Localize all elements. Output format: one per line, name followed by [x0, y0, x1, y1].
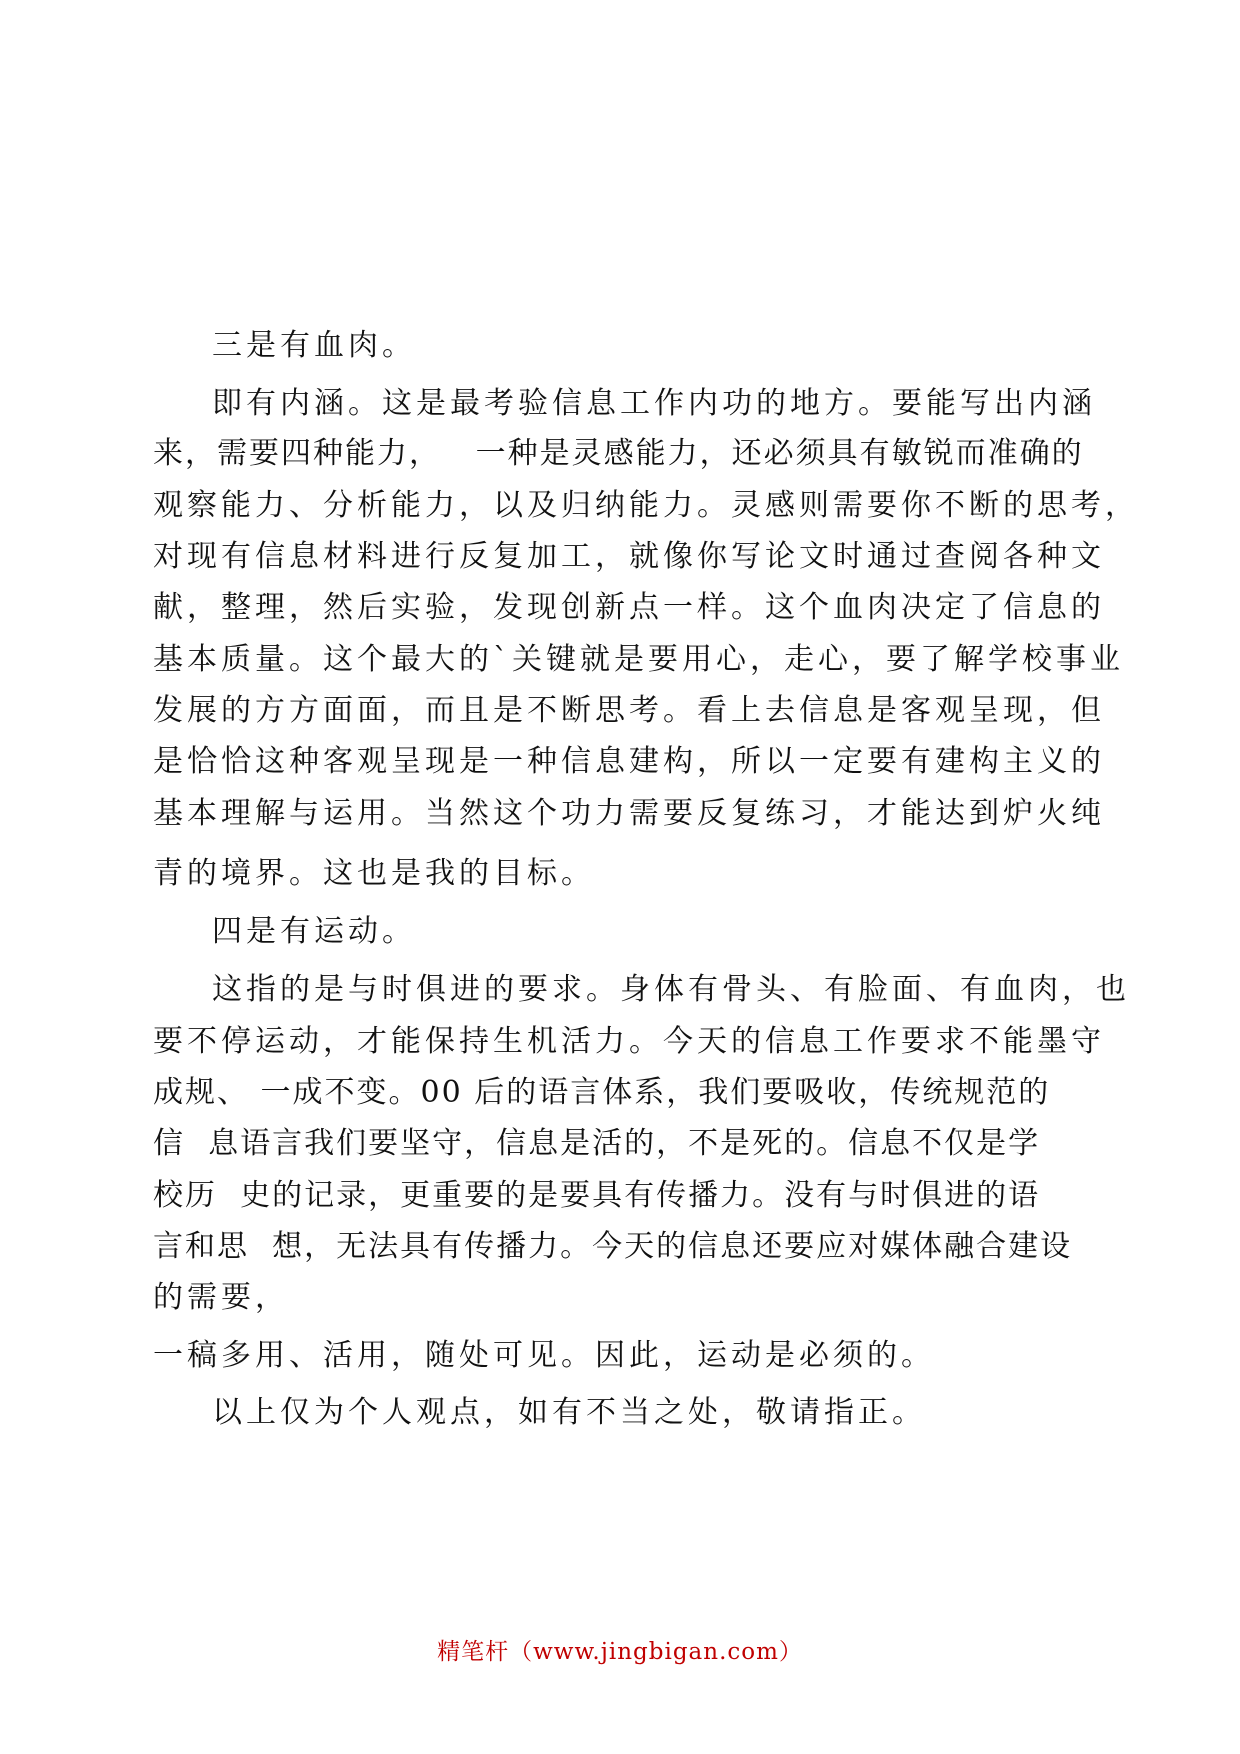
footer-source-link[interactable]: 精笔杆（www.jingbigan.com） — [437, 1639, 803, 1665]
body-line: 言和思 想，无法具有传播力。今天的信息还要应对媒体融合建设 — [153, 1229, 1073, 1264]
body-line: 观察能力、分析能力，以及归纳能力。灵感则需要你不断的思考， — [153, 488, 1139, 523]
body-line: 对现有信息材料进行反复加工，就像你写论文时通过查阅各种文 — [153, 539, 1105, 574]
body-line: 这指的是与时俱进的要求。身体有骨头、有脸面、有血肉，也 — [212, 972, 1130, 1007]
body-line: 成规、 一成不变。00 后的语言体系，我们要吸收，传统规范的 — [153, 1075, 1051, 1110]
paragraph-heading-3: 三是有血肉。 — [212, 328, 416, 363]
body-line: 一稿多用、活用，随处可见。因此，运动是必须的。 — [153, 1338, 935, 1373]
paragraph-heading-4: 四是有运动。 — [212, 914, 416, 949]
body-line: 校历 史的记录，更重要的是要具有传播力。没有与时俱进的语 — [153, 1178, 1041, 1213]
closing-line: 以上仅为个人观点，如有不当之处，敬请指正。 — [212, 1395, 926, 1430]
body-line: 来，需要四种能力， 一种是灵感能力，还必须具有敏锐而准确的 — [153, 436, 1084, 471]
body-line: 青的境界。这也是我的目标。 — [153, 856, 595, 891]
body-line: 是恰恰这种客观呈现是一种信息建构，所以一定要有建构主义的 — [153, 744, 1105, 779]
body-line: 发展的方方面面，而且是不断思考。看上去信息是客观呈现，但 — [153, 693, 1105, 728]
body-line: 的需要， — [153, 1280, 289, 1315]
body-line: 要不停运动，才能保持生机活力。今天的信息工作要求不能墨守 — [153, 1024, 1105, 1059]
body-line: 即有内涵。这是最考验信息工作内功的地方。要能写出内涵 — [212, 386, 1096, 421]
body-line: 基本理解与运用。当然这个功力需要反复练习，才能达到炉火纯 — [153, 796, 1105, 831]
body-line: 献，整理，然后实验，发现创新点一样。这个血肉决定了信息的 — [153, 590, 1105, 625]
body-line: 信 息语言我们要坚守，信息是活的，不是死的。信息不仅是学 — [153, 1126, 1041, 1161]
body-line: 基本质量。这个最大的`关键就是要用心，走心，要了解学校事业 — [153, 642, 1124, 677]
